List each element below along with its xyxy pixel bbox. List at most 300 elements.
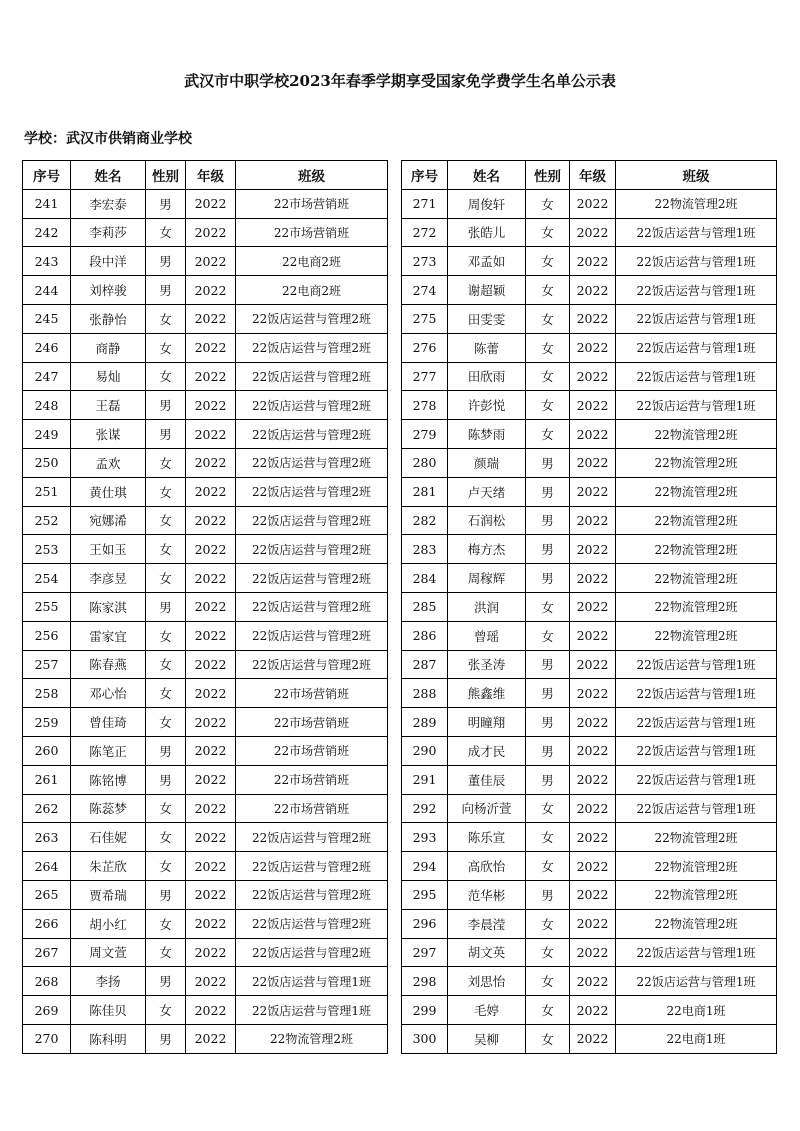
cell-grade: 2022 — [186, 189, 236, 218]
cell-gender: 女 — [146, 564, 186, 593]
cell-class: 22饭店运营与管理1班 — [616, 794, 777, 823]
cell-no: 287 — [402, 650, 448, 679]
table-row — [402, 535, 777, 564]
cell-no: 265 — [23, 880, 71, 909]
cell-name: 张圣涛 — [448, 650, 526, 679]
cell-no: 258 — [23, 679, 71, 708]
table-row — [23, 564, 388, 593]
cell-grade: 2022 — [570, 621, 616, 650]
cell-grade: 2022 — [570, 1024, 616, 1053]
cell-class: 22物流管理2班 — [616, 189, 777, 218]
cell-class: 22饭店运营与管理1班 — [616, 938, 777, 967]
cell-gender: 女 — [146, 333, 186, 362]
cell-name: 毛婷 — [448, 996, 526, 1025]
table-row — [23, 247, 388, 276]
cell-gender: 女 — [146, 362, 186, 391]
cell-no: 295 — [402, 880, 448, 909]
cell-gender: 男 — [146, 592, 186, 621]
cell-no: 274 — [402, 276, 448, 305]
cell-grade: 2022 — [570, 823, 616, 852]
cell-gender: 女 — [526, 1024, 570, 1053]
cell-name: 谢超颖 — [448, 276, 526, 305]
cell-grade: 2022 — [186, 967, 236, 996]
cell-gender: 女 — [146, 304, 186, 333]
cell-gender: 男 — [146, 189, 186, 218]
cell-name: 陈乐宣 — [448, 823, 526, 852]
cell-no: 252 — [23, 506, 71, 535]
cell-class: 22饭店运营与管理1班 — [236, 996, 388, 1025]
cell-name: 贾希瑞 — [71, 880, 146, 909]
cell-grade: 2022 — [570, 967, 616, 996]
table-row — [402, 362, 777, 391]
cell-name: 王如玉 — [71, 535, 146, 564]
cell-grade: 2022 — [186, 996, 236, 1025]
cell-class: 22饭店运营与管理1班 — [616, 679, 777, 708]
cell-gender: 女 — [526, 333, 570, 362]
table-row — [23, 880, 388, 909]
cell-no: 241 — [23, 189, 71, 218]
cell-gender: 女 — [526, 938, 570, 967]
cell-name: 吴柳 — [448, 1024, 526, 1053]
table-row — [402, 276, 777, 305]
table-row — [23, 650, 388, 679]
cell-gender: 男 — [526, 679, 570, 708]
cell-name: 孟欢 — [71, 448, 146, 477]
cell-no: 268 — [23, 967, 71, 996]
cell-gender: 男 — [146, 880, 186, 909]
cell-no: 259 — [23, 708, 71, 737]
table-row — [402, 852, 777, 881]
cell-gender: 女 — [146, 823, 186, 852]
cell-class: 22饭店运营与管理2班 — [236, 909, 388, 938]
cell-gender: 男 — [146, 420, 186, 449]
cell-grade: 2022 — [186, 420, 236, 449]
cell-grade: 2022 — [186, 938, 236, 967]
cell-name: 张皓儿 — [448, 218, 526, 247]
cell-gender: 女 — [146, 679, 186, 708]
cell-grade: 2022 — [570, 852, 616, 881]
cell-class: 22饭店运营与管理2班 — [236, 304, 388, 333]
cell-gender: 男 — [146, 391, 186, 420]
cell-gender: 女 — [146, 909, 186, 938]
cell-grade: 2022 — [570, 506, 616, 535]
cell-gender: 男 — [146, 765, 186, 794]
cell-name: 刘思怡 — [448, 967, 526, 996]
cell-no: 288 — [402, 679, 448, 708]
school-label: 学校：武汉市供销商业学校 — [24, 131, 192, 147]
cell-grade: 2022 — [186, 679, 236, 708]
cell-name: 成才民 — [448, 736, 526, 765]
cell-name: 胡文英 — [448, 938, 526, 967]
cell-name: 张谋 — [71, 420, 146, 449]
table-row — [23, 391, 388, 420]
table-row — [402, 621, 777, 650]
cell-gender: 男 — [146, 736, 186, 765]
header-name: 姓名 — [71, 161, 146, 190]
cell-no: 255 — [23, 592, 71, 621]
cell-name: 宛娜浠 — [71, 506, 146, 535]
cell-no: 270 — [23, 1024, 71, 1053]
page-title: 武汉市中职学校2023年春季学期享受国家免学费学生名单公示表 — [184, 72, 616, 90]
cell-no: 293 — [402, 823, 448, 852]
cell-name: 许彭悦 — [448, 391, 526, 420]
cell-class: 22物流管理2班 — [616, 506, 777, 535]
cell-name: 易灿 — [71, 362, 146, 391]
cell-no: 291 — [402, 765, 448, 794]
cell-no: 243 — [23, 247, 71, 276]
cell-gender: 男 — [526, 477, 570, 506]
cell-no: 266 — [23, 909, 71, 938]
cell-name: 陈蕾 — [448, 333, 526, 362]
header-grade: 年级 — [570, 161, 616, 190]
cell-grade: 2022 — [186, 880, 236, 909]
cell-grade: 2022 — [186, 765, 236, 794]
table-row — [23, 420, 388, 449]
cell-grade: 2022 — [186, 506, 236, 535]
cell-gender: 男 — [526, 564, 570, 593]
table-row — [402, 218, 777, 247]
cell-class: 22饭店运营与管理2班 — [236, 621, 388, 650]
cell-class: 22饭店运营与管理1班 — [616, 765, 777, 794]
cell-gender: 女 — [526, 362, 570, 391]
cell-class: 22饭店运营与管理2班 — [236, 592, 388, 621]
cell-gender: 男 — [526, 448, 570, 477]
table-row — [23, 1024, 388, 1053]
table-row — [23, 535, 388, 564]
cell-no: 242 — [23, 218, 71, 247]
table-row — [23, 592, 388, 621]
cell-grade: 2022 — [186, 592, 236, 621]
table-row — [23, 736, 388, 765]
cell-class: 22物流管理2班 — [616, 880, 777, 909]
cell-no: 276 — [402, 333, 448, 362]
table-row — [402, 996, 777, 1025]
cell-name: 刘梓骏 — [71, 276, 146, 305]
cell-grade: 2022 — [570, 333, 616, 362]
table-row — [23, 189, 388, 218]
table-row — [23, 852, 388, 881]
cell-grade: 2022 — [186, 276, 236, 305]
table-row — [23, 996, 388, 1025]
cell-name: 周稼辉 — [448, 564, 526, 593]
cell-class: 22物流管理2班 — [616, 535, 777, 564]
cell-no: 250 — [23, 448, 71, 477]
cell-gender: 女 — [146, 535, 186, 564]
cell-class: 22饭店运营与管理2班 — [236, 880, 388, 909]
cell-class: 22饭店运营与管理1班 — [236, 967, 388, 996]
cell-name: 陈蕊梦 — [71, 794, 146, 823]
cell-gender: 女 — [526, 823, 570, 852]
cell-no: 282 — [402, 506, 448, 535]
cell-class: 22饭店运营与管理2班 — [236, 938, 388, 967]
table-row — [23, 304, 388, 333]
cell-gender: 女 — [526, 247, 570, 276]
cell-class: 22饭店运营与管理2班 — [236, 391, 388, 420]
cell-name: 朱芷欣 — [71, 852, 146, 881]
cell-name: 周俊轩 — [448, 189, 526, 218]
table-row — [402, 794, 777, 823]
cell-grade: 2022 — [186, 362, 236, 391]
table-header-row — [402, 161, 777, 190]
header-class: 班级 — [616, 161, 777, 190]
cell-grade: 2022 — [186, 535, 236, 564]
cell-class: 22饭店运营与管理1班 — [616, 218, 777, 247]
cell-name: 陈铭博 — [71, 765, 146, 794]
header-no: 序号 — [402, 161, 448, 190]
cell-no: 285 — [402, 592, 448, 621]
table-row — [402, 967, 777, 996]
cell-name: 高欣怡 — [448, 852, 526, 881]
cell-name: 胡小红 — [71, 909, 146, 938]
cell-gender: 男 — [526, 506, 570, 535]
cell-name: 梅方杰 — [448, 535, 526, 564]
cell-name: 李莉莎 — [71, 218, 146, 247]
table-row — [23, 765, 388, 794]
cell-grade: 2022 — [186, 1024, 236, 1053]
table-row — [402, 708, 777, 737]
cell-gender: 女 — [146, 708, 186, 737]
cell-class: 22饭店运营与管理1班 — [616, 391, 777, 420]
header-name: 姓名 — [448, 161, 526, 190]
cell-name: 陈梦雨 — [448, 420, 526, 449]
cell-gender: 女 — [146, 650, 186, 679]
cell-class: 22物流管理2班 — [616, 564, 777, 593]
table-row — [402, 189, 777, 218]
cell-grade: 2022 — [570, 938, 616, 967]
cell-class: 22饭店运营与管理2班 — [236, 535, 388, 564]
cell-gender: 女 — [526, 794, 570, 823]
table-header-row — [23, 161, 388, 190]
cell-gender: 女 — [146, 448, 186, 477]
student-table-left — [22, 160, 388, 1054]
table-row — [402, 823, 777, 852]
cell-name: 石润松 — [448, 506, 526, 535]
cell-grade: 2022 — [570, 276, 616, 305]
cell-no: 253 — [23, 535, 71, 564]
header-grade: 年级 — [186, 161, 236, 190]
cell-gender: 女 — [526, 967, 570, 996]
cell-class: 22饭店运营与管理1班 — [616, 247, 777, 276]
cell-gender: 男 — [526, 765, 570, 794]
cell-no: 257 — [23, 650, 71, 679]
cell-name: 范华彬 — [448, 880, 526, 909]
cell-no: 267 — [23, 938, 71, 967]
cell-gender: 女 — [146, 794, 186, 823]
cell-class: 22饭店运营与管理1班 — [616, 736, 777, 765]
table-row — [402, 938, 777, 967]
cell-grade: 2022 — [570, 650, 616, 679]
cell-class: 22饭店运营与管理1班 — [616, 333, 777, 362]
cell-no: 260 — [23, 736, 71, 765]
cell-no: 277 — [402, 362, 448, 391]
cell-name: 李晨滢 — [448, 909, 526, 938]
table-row — [23, 823, 388, 852]
cell-name: 段中洋 — [71, 247, 146, 276]
cell-class: 22电商2班 — [236, 247, 388, 276]
cell-no: 279 — [402, 420, 448, 449]
cell-class: 22物流管理2班 — [616, 477, 777, 506]
cell-class: 22电商1班 — [616, 996, 777, 1025]
cell-no: 256 — [23, 621, 71, 650]
table-row — [402, 506, 777, 535]
cell-gender: 男 — [146, 967, 186, 996]
cell-gender: 男 — [526, 736, 570, 765]
cell-gender: 女 — [146, 621, 186, 650]
cell-grade: 2022 — [570, 218, 616, 247]
cell-gender: 女 — [146, 218, 186, 247]
cell-gender: 男 — [526, 880, 570, 909]
cell-grade: 2022 — [570, 362, 616, 391]
cell-grade: 2022 — [570, 794, 616, 823]
cell-gender: 女 — [146, 852, 186, 881]
cell-class: 22饭店运营与管理2班 — [236, 420, 388, 449]
table-row — [23, 967, 388, 996]
cell-class: 22饭店运营与管理2班 — [236, 477, 388, 506]
table-row — [402, 247, 777, 276]
table-row — [402, 765, 777, 794]
cell-class: 22物流管理2班 — [616, 420, 777, 449]
table-row — [23, 333, 388, 362]
cell-grade: 2022 — [570, 909, 616, 938]
cell-no: 275 — [402, 304, 448, 333]
table-row — [402, 650, 777, 679]
cell-gender: 男 — [146, 1024, 186, 1053]
cell-grade: 2022 — [570, 535, 616, 564]
cell-grade: 2022 — [570, 420, 616, 449]
cell-gender: 女 — [526, 391, 570, 420]
cell-grade: 2022 — [570, 708, 616, 737]
cell-no: 292 — [402, 794, 448, 823]
header-no: 序号 — [23, 161, 71, 190]
table-row — [23, 938, 388, 967]
cell-class: 22饭店运营与管理1班 — [616, 304, 777, 333]
cell-grade: 2022 — [186, 304, 236, 333]
cell-grade: 2022 — [186, 823, 236, 852]
table-row — [402, 592, 777, 621]
cell-grade: 2022 — [186, 708, 236, 737]
cell-gender: 女 — [146, 996, 186, 1025]
cell-class: 22饭店运营与管理2班 — [236, 823, 388, 852]
cell-no: 264 — [23, 852, 71, 881]
cell-class: 22市场营销班 — [236, 189, 388, 218]
cell-grade: 2022 — [570, 880, 616, 909]
cell-class: 22饭店运营与管理1班 — [616, 650, 777, 679]
cell-name: 周文萱 — [71, 938, 146, 967]
cell-no: 281 — [402, 477, 448, 506]
cell-class: 22饭店运营与管理1班 — [616, 967, 777, 996]
cell-no: 283 — [402, 535, 448, 564]
table-row — [402, 1024, 777, 1053]
cell-class: 22市场营销班 — [236, 218, 388, 247]
cell-name: 邓孟如 — [448, 247, 526, 276]
table-row — [402, 564, 777, 593]
cell-no: 248 — [23, 391, 71, 420]
cell-gender: 女 — [526, 996, 570, 1025]
cell-name: 黄仕琪 — [71, 477, 146, 506]
cell-class: 22饭店运营与管理2班 — [236, 506, 388, 535]
student-table-right — [401, 160, 777, 1054]
cell-name: 李扬 — [71, 967, 146, 996]
table-row — [402, 333, 777, 362]
cell-name: 陈春燕 — [71, 650, 146, 679]
cell-grade: 2022 — [570, 765, 616, 794]
cell-no: 300 — [402, 1024, 448, 1053]
cell-gender: 女 — [526, 189, 570, 218]
cell-name: 陈科明 — [71, 1024, 146, 1053]
cell-name: 熊鑫维 — [448, 679, 526, 708]
cell-gender: 男 — [526, 708, 570, 737]
cell-grade: 2022 — [186, 852, 236, 881]
cell-name: 曾佳琦 — [71, 708, 146, 737]
cell-no: 247 — [23, 362, 71, 391]
cell-name: 田雯雯 — [448, 304, 526, 333]
cell-class: 22饭店运营与管理2班 — [236, 448, 388, 477]
header-gender: 性别 — [526, 161, 570, 190]
cell-name: 洪润 — [448, 592, 526, 621]
cell-no: 254 — [23, 564, 71, 593]
cell-name: 商静 — [71, 333, 146, 362]
cell-no: 261 — [23, 765, 71, 794]
header-gender: 性别 — [146, 161, 186, 190]
cell-class: 22电商1班 — [616, 1024, 777, 1053]
cell-gender: 女 — [526, 592, 570, 621]
table-row — [402, 420, 777, 449]
cell-no: 251 — [23, 477, 71, 506]
table-row — [402, 909, 777, 938]
cell-no: 271 — [402, 189, 448, 218]
cell-grade: 2022 — [186, 218, 236, 247]
cell-no: 294 — [402, 852, 448, 881]
cell-no: 263 — [23, 823, 71, 852]
cell-name: 邓心怡 — [71, 679, 146, 708]
cell-gender: 女 — [146, 477, 186, 506]
cell-class: 22饭店运营与管理2班 — [236, 362, 388, 391]
table-row — [23, 276, 388, 305]
cell-grade: 2022 — [570, 996, 616, 1025]
cell-no: 284 — [402, 564, 448, 593]
cell-class: 22饭店运营与管理1班 — [616, 708, 777, 737]
cell-no: 249 — [23, 420, 71, 449]
cell-class: 22市场营销班 — [236, 736, 388, 765]
cell-grade: 2022 — [186, 477, 236, 506]
cell-no: 289 — [402, 708, 448, 737]
table-row — [23, 794, 388, 823]
cell-no: 280 — [402, 448, 448, 477]
cell-no: 296 — [402, 909, 448, 938]
cell-no: 273 — [402, 247, 448, 276]
cell-name: 李宏泰 — [71, 189, 146, 218]
cell-no: 299 — [402, 996, 448, 1025]
cell-class: 22电商2班 — [236, 276, 388, 305]
cell-grade: 2022 — [186, 736, 236, 765]
cell-grade: 2022 — [186, 333, 236, 362]
table-row — [23, 218, 388, 247]
table-row — [23, 477, 388, 506]
cell-grade: 2022 — [570, 592, 616, 621]
cell-no: 269 — [23, 996, 71, 1025]
cell-name: 董佳辰 — [448, 765, 526, 794]
cell-grade: 2022 — [186, 909, 236, 938]
table-row — [23, 506, 388, 535]
cell-class: 22饭店运营与管理1班 — [616, 362, 777, 391]
cell-grade: 2022 — [186, 391, 236, 420]
table-row — [402, 304, 777, 333]
cell-gender: 女 — [526, 909, 570, 938]
cell-name: 田欣雨 — [448, 362, 526, 391]
cell-class: 22市场营销班 — [236, 708, 388, 737]
cell-name: 王磊 — [71, 391, 146, 420]
table-row — [23, 909, 388, 938]
